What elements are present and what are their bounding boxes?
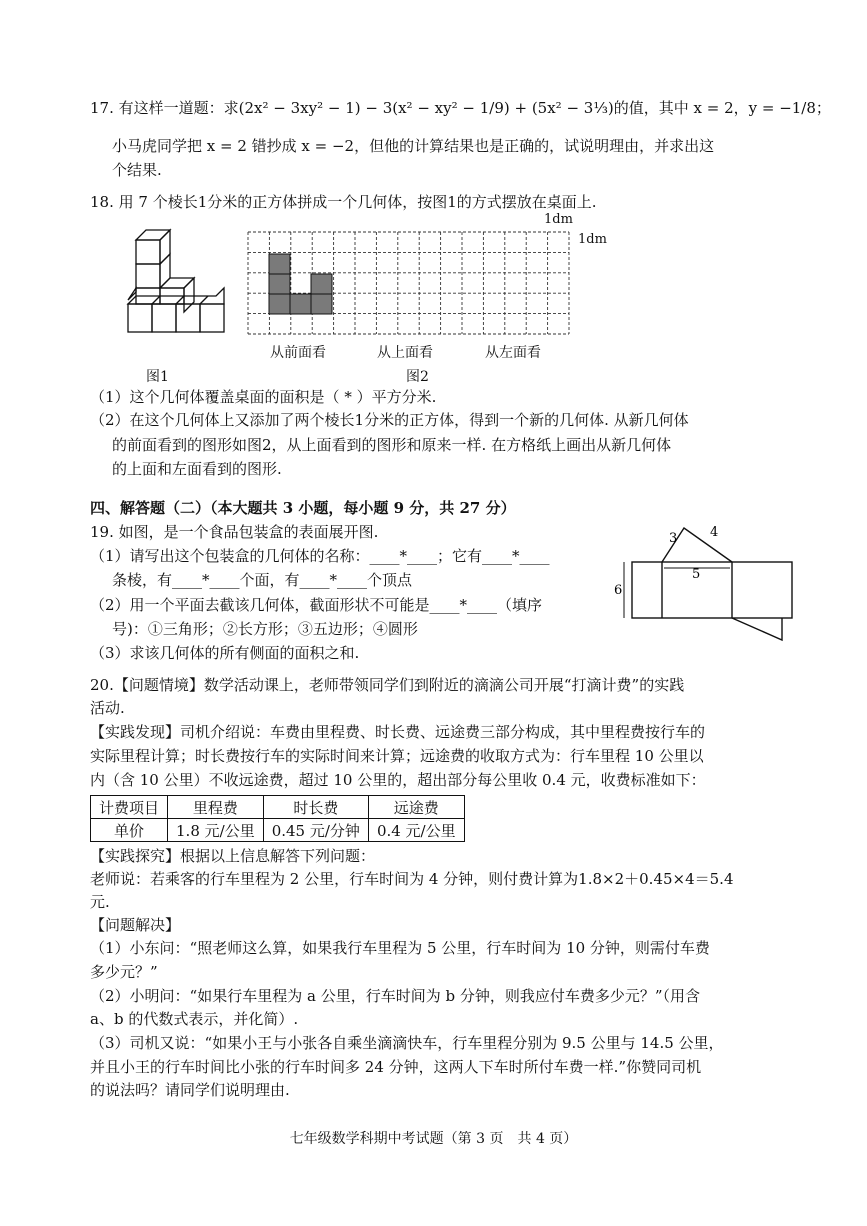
fee-table-row — [91, 819, 465, 842]
q19-dim-5: 5 — [692, 567, 701, 582]
q20-line5: 内（含 10 公里）不收远途费，超过 10 公里的，超出部分每公里收 0.4 元，收费标准如下： — [90, 771, 706, 789]
fee-header-cell: 时长费 — [263, 796, 368, 819]
q17-suffix: 的值，其中 x = 2，y = −1/8； — [613, 99, 831, 117]
q17-prefix: 17. 有这样一道题：求 — [90, 99, 239, 117]
q20-line4: 实际里程计算；时长费按行车的实际时间来计算；远途费的收取方式为：行车里程 10 公里以 — [90, 747, 704, 765]
q19-part1-line1: （1）请写出这个包装盒的几何体的名称：____*____；它有____*____ — [90, 547, 550, 565]
q18-view-front: 从前面看 — [270, 345, 326, 361]
page-footer: 七年级数学科期中考试题（第 3 页 共 4 页） — [289, 1131, 578, 1147]
fee-cell: 1.8 元/公里 — [168, 819, 264, 842]
q18-part1: （1）这个几何体覆盖桌面的面积是（ * ）平方分米. — [90, 388, 437, 406]
q18-view-top: 从上面看 — [377, 345, 433, 361]
q19-stem: 19. 如图，是一个食品包装盒的表面展开图. — [90, 523, 379, 541]
q20-line11: 多少元？” — [90, 963, 158, 981]
section4-title: 四、解答题（二）（本大题共 3 小题，每小题 9 分，共 27 分） — [90, 499, 516, 517]
q19-dim-3: 3 — [669, 531, 678, 546]
q18-figure1-cubes — [118, 224, 228, 342]
q20-line10: （1）小东问：“照老师这么算，如果我行车里程为 5 公里，行车时间为 10 分钟，则需付车费 — [90, 939, 710, 957]
q19-dim-4: 4 — [710, 525, 719, 540]
q20-line7: 老师说：若乘客的行车里程为 2 公里，行车时间为 4 分钟，则付费计算为1.8×2＋0.45×4＝5.4 — [90, 870, 734, 888]
q18-scale-h: 1dm — [544, 212, 573, 227]
q18-fig1-label: 图1 — [146, 369, 169, 385]
q18-view-left: 从左面看 — [485, 345, 541, 361]
q17-formula: (2x² − 3xy² − 1) − 3(x² − xy² − 1/9) + (5x² − 3⅓) — [238, 99, 614, 117]
q19-dim-6: 6 — [614, 583, 623, 598]
q18-figure2-grid — [247, 230, 573, 336]
q20-line3: 【实践发现】司机介绍说：车费由里程费、时长费、远途费三部分构成，其中里程费按行车的 — [90, 723, 706, 741]
q20-line1: 20.【问题情境】数学活动课上，老师带领同学们到附近的滴滴公司开展“打滴计费”的实践 — [90, 676, 685, 694]
q18-part2-line2: 的前面看到的图形如图2，从上面看到的图形和原来一样. 在方格纸上画出从新几何体 — [112, 436, 672, 454]
q17-line3: 个结果. — [112, 161, 162, 179]
q20-line16: 的说法吗？请同学们说明理由. — [90, 1081, 290, 1099]
fee-cell: 单价 — [91, 819, 168, 842]
fee-header-cell: 远途费 — [368, 796, 464, 819]
q17-line1 — [90, 98, 831, 118]
fee-cell: 0.4 元/公里 — [368, 819, 464, 842]
q20-line2: 活动. — [90, 699, 125, 717]
q20-line8: 元. — [90, 893, 110, 911]
q20-line12: （2）小明问：“如果行车里程为 a 公里，行车时间为 b 分钟，则我应付车费多少元？”（用含 — [90, 987, 701, 1005]
fee-header-cell: 计费项目 — [91, 796, 168, 819]
q18-stem: 18. 用 7 个棱长1分米的正方体拼成一个几何体，按图1的方式摆放在桌面上. — [90, 193, 597, 211]
fee-table — [90, 795, 465, 842]
q19-part3: （3）求该几何体的所有侧面的面积之和. — [90, 644, 360, 662]
fee-cell: 0.45 元/分钟 — [263, 819, 368, 842]
q20-line15: 并且小王的行车时间比小张的行车时间多 24 分钟，这两人下车时所付车费一样.”你赞同司机 — [90, 1058, 702, 1076]
fee-table-header — [91, 796, 465, 819]
q20-line9: 【问题解决】 — [90, 916, 181, 934]
q20-line13: a、b 的代数式表示，并化简）. — [90, 1010, 299, 1028]
q19-part1-line2: 条棱，有____*____个面，有____*____个顶点 — [112, 571, 413, 589]
q19-part2-line1: （2）用一个平面去截该几何体，截面形状不可能是____*____（填序 — [90, 596, 543, 614]
q18-part2-line3: 的上面和左面看到的图形. — [112, 460, 282, 478]
q18-fig2-label: 图2 — [406, 369, 429, 385]
q18-part2-line1: （2）在这个几何体上又添加了两个棱长1分米的正方体，得到一个新的几何体. 从新几何体 — [90, 411, 689, 429]
q20-line14: （3）司机又说：“如果小王与小张各自乘坐滴滴快车，行车里程分别为 9.5 公里与 14.5 公里， — [90, 1034, 724, 1052]
q19-net-figure — [612, 520, 812, 650]
q17-line2: 小马虎同学把 x = 2 错抄成 x = −2，但他的计算结果也是正确的，试说明理由，并求出这 — [112, 137, 715, 155]
fee-header-cell: 里程费 — [168, 796, 264, 819]
q20-line6: 【实践探究】根据以上信息解答下列问题： — [90, 847, 376, 865]
q19-part2-line2: 号)：①三角形；②长方形；③五边形；④圆形 — [112, 620, 418, 638]
q18-scale-v: 1dm — [578, 232, 607, 247]
